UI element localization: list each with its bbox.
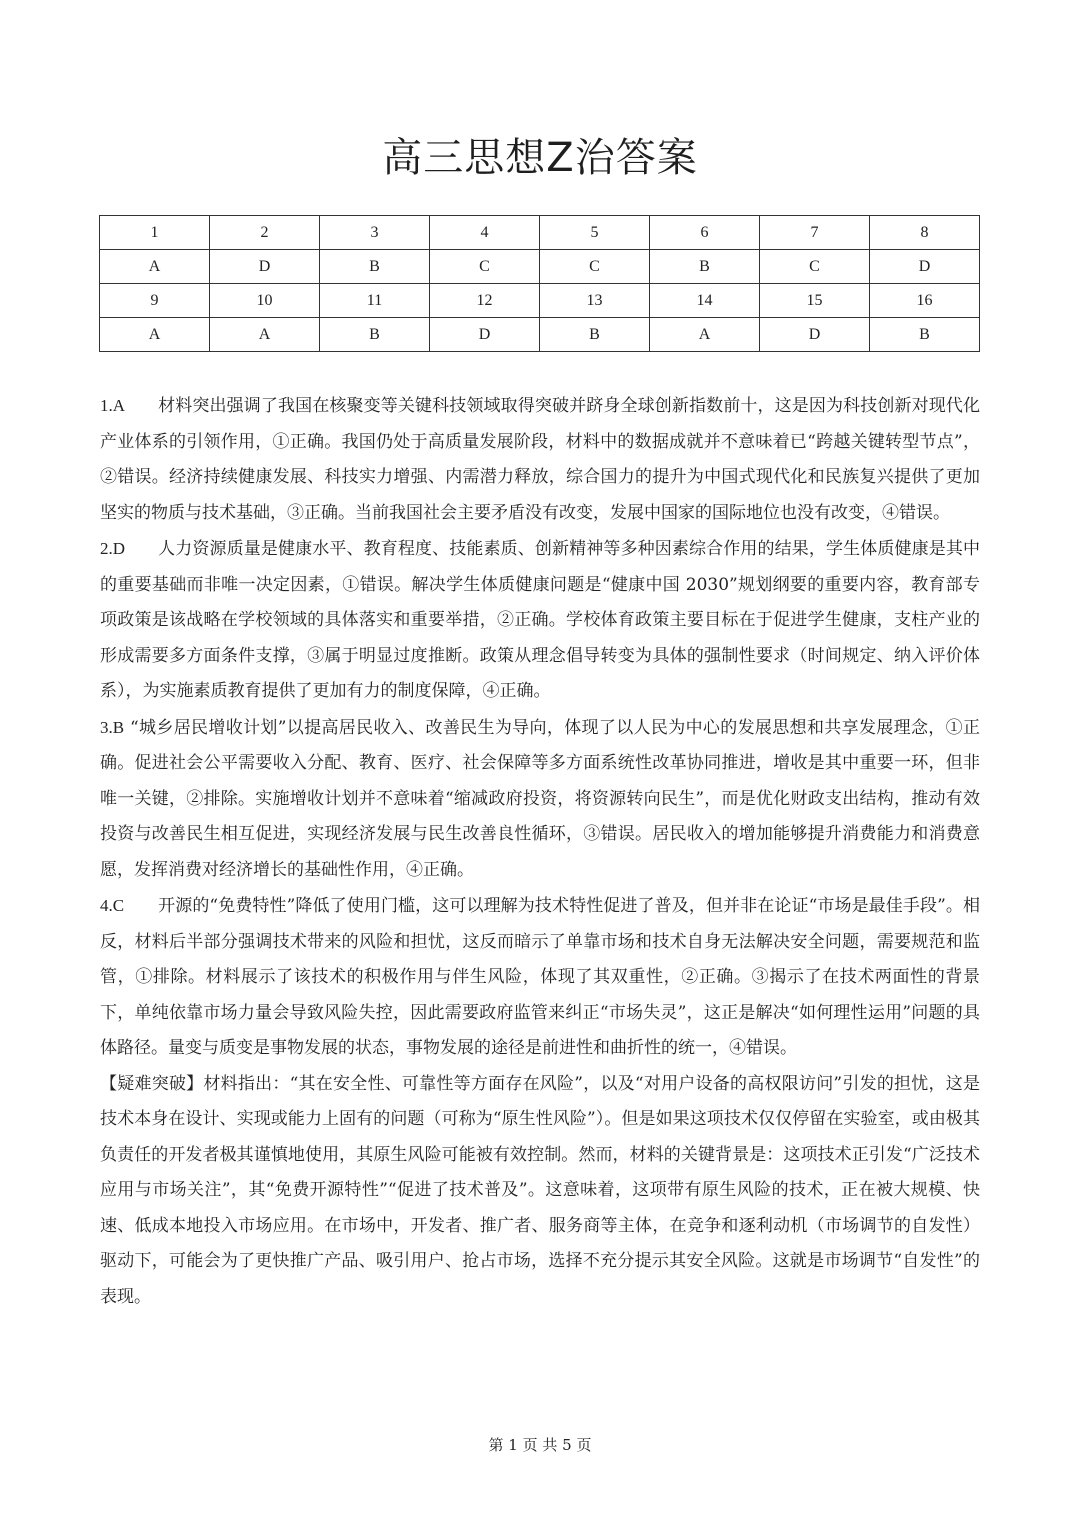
question-number: 9 [100, 284, 210, 318]
explanation-text: 材料突出强调了我国在核聚变等关键科技领域取得突破并跻身全球创新指数前十，这是因为科技创新对现代化产业体系的引领作用，①正确。我国仍处于高质量发展阶段，材料中的数据成就并不意味着已“跨越关键转型节点”，②错误。经济持续健康发展、科技实力增强、内需潜力释放，综合国力的提升为中国式现代化和民族复兴提供了更加坚实的物质与技术基础，③正确。当前我国社会主要矛盾没有改变，发展中国家的国际地位也没有改变，④错误。 [100, 396, 980, 523]
explanation-paragraph [100, 888, 980, 1067]
difficulty-note [100, 1067, 980, 1316]
answer-letter: A [650, 318, 760, 352]
question-number: 5 [540, 216, 650, 250]
answer-letter: C [430, 250, 540, 284]
question-number: 7 [760, 216, 870, 250]
answer-letter: D [430, 318, 540, 352]
question-number: 4 [430, 216, 540, 250]
answer-letter: B [320, 250, 430, 284]
answer-letter: C [540, 250, 650, 284]
answer-letter: C [760, 250, 870, 284]
table-row [100, 250, 980, 284]
question-number: 15 [760, 284, 870, 318]
explanation-paragraph [100, 388, 980, 531]
question-number: 14 [650, 284, 760, 318]
question-label: 2.D [100, 539, 126, 558]
answer-letter: D [210, 250, 320, 284]
question-number: 1 [100, 216, 210, 250]
question-number: 16 [870, 284, 980, 318]
question-number: 12 [430, 284, 540, 318]
explanation-text: 开源的“免费特性”降低了使用门槛，这可以理解为技术特性促进了普及，但并非在论证“市场是最佳手段”。相反，材料后半部分强调技术带来的风险和担忧，这反而暗示了单靠市场和技术自身无法解决安全问题，需要规范和监管，①排除。材料展示了该技术的积极作用与伴生风险，体现了其双重性，②正确。③揭示了在技术两面性的背景下，单纯依靠市场力量会导致风险失控，因此需要政府监管来纠正“市场失灵”，这正是解决“如何理性运用”问题的具体路径。量变与质变是事物发展的状态，事物发展的途径是前进性和曲折性的统一，④错误。 [100, 896, 980, 1058]
answer-letter: D [870, 250, 980, 284]
table-row [100, 318, 980, 352]
answer-letter: A [210, 318, 320, 352]
note-text: 【疑难突破】材料指出：“其在安全性、可靠性等方面存在风险”，以及“对用户设备的高权限访问”引发的担忧，这是技术本身在设计、实现或能力上固有的问题（可称为“原生性风险”）。但是如果这项技术仅仅停留在实验室，或由极其负责任的开发者极其谨慎地使用，其原生风险可能被有效控制。然而，材料的关键背景是：这项技术正引发“广泛技术应用与市场关注”，其“免费开源特性”“促进了技术普及”。这意味着，这项带有原生风险的技术，正在被大规模、快速、低成本地投入市场应用。在市场中，开发者、推广者、服务商等主体，在竞争和逐利动机（市场调节的自发性）驱动下，可能会为了更快推广产品、吸引用户、抢占市场，选择不充分提示其安全风险。这就是市场调节“自发性”的表现。 [100, 1073, 980, 1307]
table-row [100, 284, 980, 318]
answer-letter: B [650, 250, 760, 284]
question-number: 8 [870, 216, 980, 250]
explanation-paragraph [100, 531, 980, 710]
question-label: 4.C [100, 896, 125, 915]
answer-letter: B [320, 318, 430, 352]
answer-letter: A [100, 318, 210, 352]
question-label: 3.B [100, 717, 125, 737]
table-row [100, 216, 980, 250]
explanation-text: “城乡居民增收计划”以提高居民收入、改善民生为导向，体现了以人民为中心的发展思想和共享发展理念，①正确。促进社会公平需要收入分配、教育、医疗、社会保障等多方面系统性改革协同推进，增收是其中重要一环，但非唯一关键，②排除。实施增收计划并不意味着“缩减政府投资，将资源转向民生”，而是优化财政支出结构，推动有效投资与改善民生相互促进，实现经济发展与民生改善良性循环，③错误。居民收入的增加能够提升消费能力和消费意愿，发挥消费对经济增长的基础性作用，④正确。 [100, 717, 980, 880]
question-label: 1.A [100, 396, 126, 415]
explanation-text: 人力资源质量是健康水平、教育程度、技能素质、创新精神等多种因素综合作用的结果，学生体质健康是其中的重要基础而非唯一决定因素，①错误。解决学生体质健康问题是“健康中国 2030”规划纲要的重要内容，教育部专项政策是该战略在学校领域的具体落实和重要举措，②正确。学校体育政策主要目标在于促进学生健康，支柱产业的形成需要多方面条件支撑，③属于明显过度推断。政策从理念倡导转变为具体的强制性要求（时间规定、纳入评价体系），为实施素质教育提供了更加有力的制度保障，④正确。 [100, 539, 980, 701]
explanations [100, 388, 980, 1315]
answer-letter: B [870, 318, 980, 352]
page-number: 第 1 页 共 5 页 [488, 1436, 592, 1454]
question-number: 3 [320, 216, 430, 250]
answer-letter: D [760, 318, 870, 352]
question-number: 10 [210, 284, 320, 318]
answer-letter: B [540, 318, 650, 352]
question-number: 13 [540, 284, 650, 318]
page-title: 高三思想Z治答案 [382, 135, 698, 181]
question-number: 2 [210, 216, 320, 250]
question-number: 11 [320, 284, 430, 318]
explanation-paragraph [100, 710, 980, 889]
question-number: 6 [650, 216, 760, 250]
answer-letter: A [100, 250, 210, 284]
answer-table [99, 215, 980, 352]
